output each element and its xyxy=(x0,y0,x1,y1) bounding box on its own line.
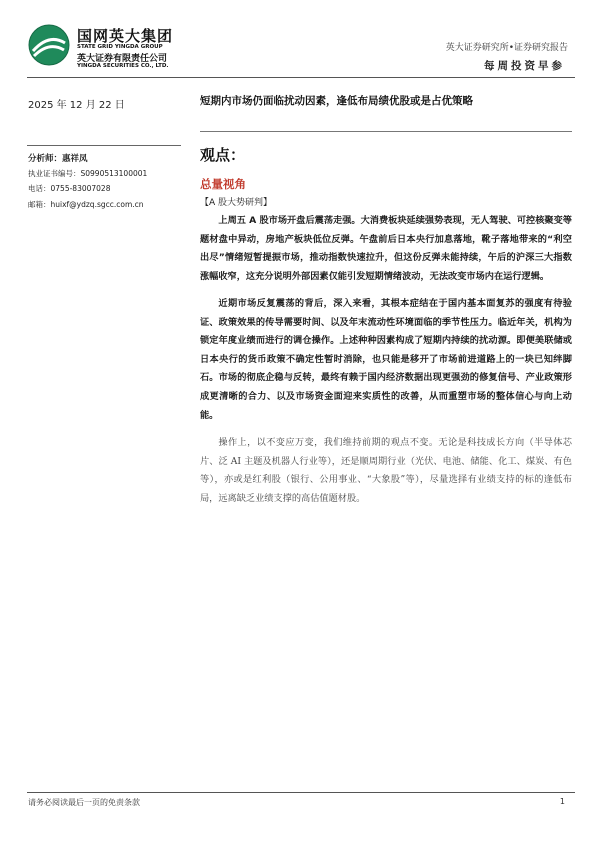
headline-divider xyxy=(200,131,572,132)
footer-divider xyxy=(27,792,575,793)
paragraph-strategy: 操作上，以不变应万变，我们维持前期的观点不变。无论是科技成长方向（半导体芯片、泛 AI 主题及机器人行业等），还是顺周期行业（光伏、电池、储能、化工、煤炭、有色等），亦或是红利股（银行、公用事业、“大象股”等），尽量选择有业绩支持的标的逢低布局，远离缺乏业绩支撑的高估值题材股。 xyxy=(200,437,572,504)
phone-number: 电话：0755-83007028 xyxy=(28,184,111,193)
company-logo xyxy=(27,23,187,71)
logo-company-name-en: YINGDA SECURITIES CO., LTD. xyxy=(77,63,169,69)
header-divider xyxy=(27,77,575,78)
logo-group-name: 国网英大集团 xyxy=(77,27,174,45)
viewpoint-heading: 观点： xyxy=(200,146,246,164)
footer-disclaimer: 请务必阅读最后一页的免责条款 xyxy=(28,798,140,807)
page-number: 1 xyxy=(559,797,565,806)
section-title: 总量视角 xyxy=(200,177,246,191)
state-grid-logo-icon xyxy=(27,23,71,67)
paragraph-market-review: 上周五 A 股市场开盘后震荡走强。大消费板块延续强势表现，无人驾驶、可控核聚变等题材盘中异动，房地产板块低位反弹。午盘前后日本央行加息落地，靴子落地带来的“利空出尽”情绪短暂提振市场，推动指数快速拉升，但这份反弹未能持续，午后的沪深三大指数涨幅收窄，这充分说明外部因素仅能引发短期情绪波动，无法改变市场内在运行逻辑。 xyxy=(200,215,572,282)
paragraph-analysis: 近期市场反复震荡的背后，深入来看，其根本症结在于国内基本面复苏的强度有待验证、政策效果的传导需要时间、以及年末流动性环境面临的季节性压力。临近年关，机构为锁定年度业绩而进行的调仓操作。上述种种因素构成了短期内持续的扰动源。即便美联储或日本央行的货币政策不确定性暂时消除，也只能是移开了市场前进道路上的一块已知绊脚石。市场的彻底企稳与反转，最终有赖于国内经济数据出现更强劲的修复信号、产业政策形成更清晰的合力、以及市场资金面迎来实质性的改善，从而重塑市场的整体信心与向上动能。 xyxy=(200,298,572,421)
report-type: 每周投资早参 xyxy=(484,60,565,72)
section-tag: 【A 股大势研判】 xyxy=(200,198,273,208)
analyst-name: 分析师：惠祥凤 xyxy=(28,154,88,164)
logo-company-name: 英大证券有限责任公司 xyxy=(77,54,168,64)
report-date: 2025 年 12 月 22 日 xyxy=(28,100,125,111)
report-headline: 短期内市场仍面临扰动因素，逢低布局绩优股或是占优策略 xyxy=(200,95,473,107)
email-address: 邮箱：huixf@ydzq.sgcc.com.cn xyxy=(28,200,144,209)
license-number: 执业证书编号：S0990513100001 xyxy=(28,169,148,178)
sidebar-divider xyxy=(27,145,181,146)
report-department: 英大证券研究所•证券研究报告 xyxy=(445,43,568,53)
logo-group-name-en: STATE GRID YINGDA GROUP xyxy=(77,44,163,50)
